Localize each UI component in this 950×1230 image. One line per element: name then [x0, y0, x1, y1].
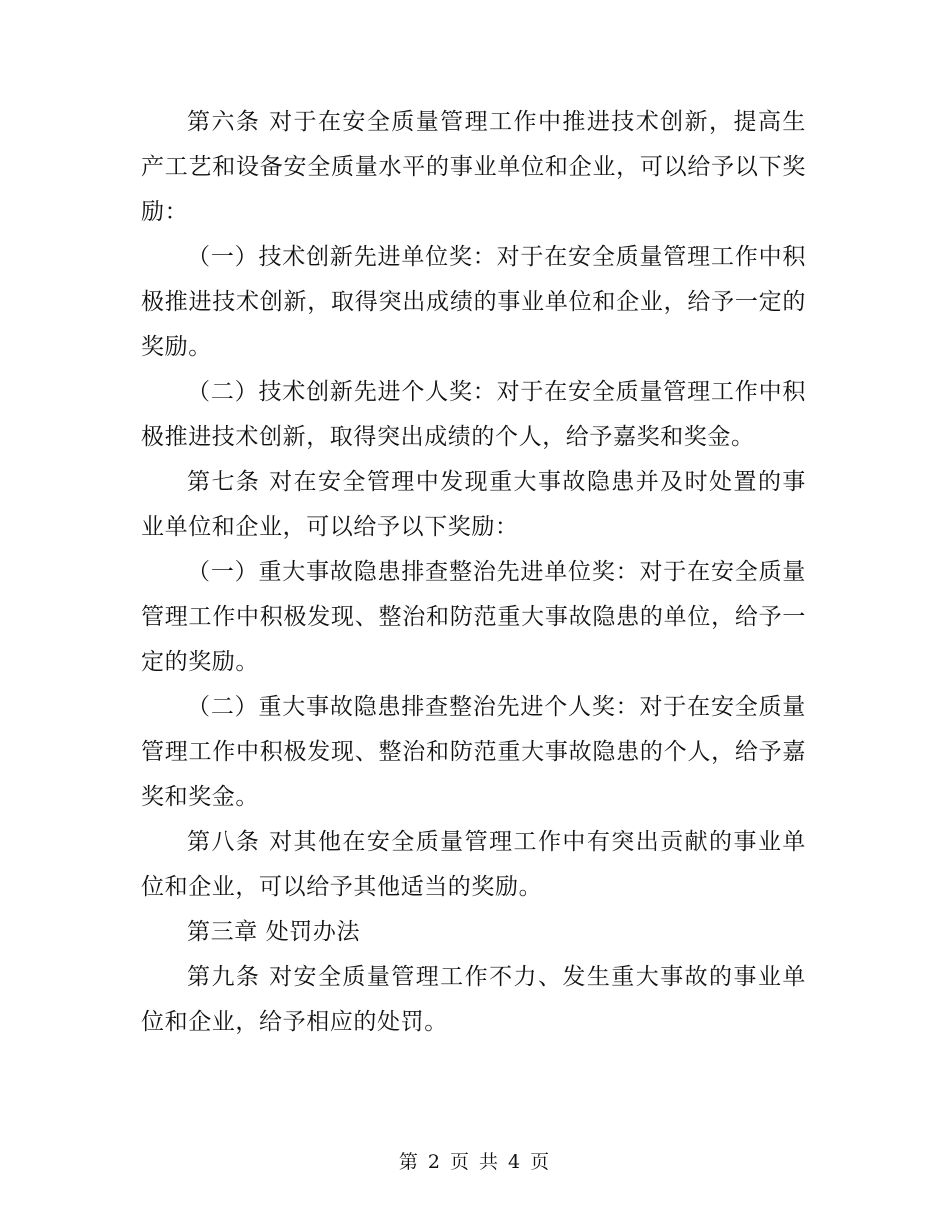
article-7-item-1: （一）重大事故隐患排查整治先进单位奖：对于在安全质量管理工作中积极发现、整治和防范重大事故隐患的单位，给予一定的奖励。 — [141, 559, 806, 675]
article-8: 第八条 对其他在安全质量管理工作中有突出贡献的事业单位和企业，可以给予其他适当的奖励。 — [141, 829, 806, 900]
article-6-item-2: （二）技术创新先进个人奖：对于在安全质量管理工作中积极推进技术创新，取得突出成绩的个人，给予嘉奖和奖金。 — [141, 379, 806, 450]
article-7-item-2: （二）重大事故隐患排查整治先进个人奖：对于在安全质量管理工作中积极发现、整治和防范重大事故隐患的个人，给予嘉奖和奖金。 — [141, 694, 806, 810]
article-6-item-1: （一）技术创新先进单位奖：对于在安全质量管理工作中积极推进技术创新，取得突出成绩的事业单位和企业，给予一定的奖励。 — [141, 244, 806, 360]
article-7: 第七条 对在安全管理中发现重大事故隐患并及时处置的事业单位和企业，可以给予以下奖励： — [141, 469, 806, 540]
article-9: 第九条 对安全质量管理工作不力、发生重大事故的事业单位和企业，给予相应的处罚。 — [141, 964, 806, 1035]
page-number-footer: 第 2 页 共 4 页 — [398, 1151, 552, 1173]
article-6: 第六条 对于在安全质量管理工作中推进技术创新，提高生产工艺和设备安全质量水平的事业单位和企业，可以给予以下奖励： — [141, 109, 806, 225]
chapter-3-heading: 第三章 处罚办法 — [187, 919, 361, 945]
document-body — [141, 100, 806, 1045]
